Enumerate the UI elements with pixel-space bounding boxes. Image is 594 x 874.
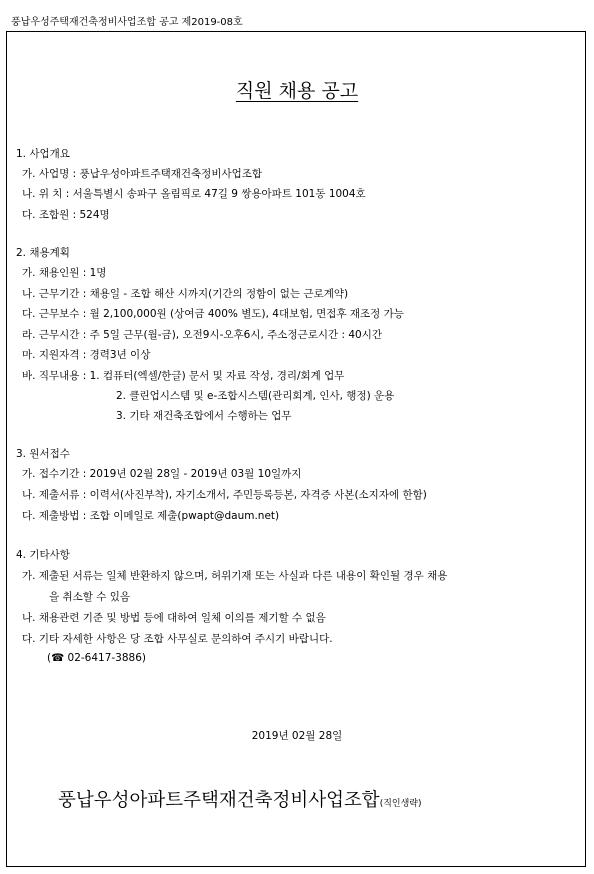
recruit-item-duties: 바. 직무내용 : 1. 컴퓨터(엑셀/한글) 문서 및 자료 작성, 경리/회계 업무 — [22, 370, 345, 382]
section-heading-recruitment: 2. 채용계획 — [16, 247, 70, 259]
recruit-item-salary: 다. 근무보수 : 월 2,100,000원 (상여금 400% 별도), 4대보험, 면접후 재조정 가능 — [22, 308, 404, 320]
overview-item-location: 나. 위 치 : 서울특별시 송파구 올림픽로 47길 9 쌍용아파트 101동 1004호 — [22, 188, 366, 200]
application-item-period: 가. 접수기간 : 2019년 02월 28일 - 2019년 03월 10일까지 — [22, 468, 302, 480]
application-item-method: 다. 제출방법 : 조합 이메일로 제출(pwapt@daum.net) — [22, 510, 280, 522]
section-heading-application: 3. 원서접수 — [16, 448, 70, 460]
recruit-item-qualification: 마. 지원자격 : 경력3년 이상 — [22, 349, 151, 361]
announcement-number: 풍납우성주택재건축정비사업조합 공고 제2019-08호 — [11, 17, 243, 28]
recruit-item-hours: 라. 근무시간 : 주 5일 근무(월-금), 오전9시-오후6시, 주소정근로시간 : 40시간 — [22, 329, 383, 341]
recruit-duty-2: 2. 클린업시스템 및 e-조합시스템(관리회계, 인사, 행정) 운용 — [116, 390, 395, 402]
organization-name: 풍납우성아파트주택재건축정비사업조합 — [58, 790, 380, 811]
announcement-date: 2019년 02월 28일 — [251, 730, 343, 742]
overview-item-name: 가. 사업명 : 풍납우성아파트주택재건축정비사업조합 — [22, 168, 263, 180]
recruit-item-period: 나. 근무기간 : 채용일 - 조합 해산 시까지(기간의 정함이 없는 근로계약) — [22, 288, 349, 300]
organization-signature — [58, 786, 422, 812]
recruit-item-headcount: 가. 채용인원 : 1명 — [22, 267, 107, 279]
application-item-documents: 나. 제출서류 : 이력서(사진부착), 자기소개서, 주민등록등본, 자격증 사본(소지자에 한함) — [22, 489, 427, 501]
contact-phone: (☎ 02-6417-3886) — [47, 652, 146, 664]
other-item-documents: 가. 제출된 서류는 일체 반환하지 않으며, 허위기재 또는 사실과 다른 내용이 확인될 경우 채용 — [22, 570, 448, 582]
other-item-inquiry: 다. 기타 자세한 사항은 당 조합 사무실로 문의하여 주시기 바랍니다. — [22, 633, 333, 645]
overview-item-members: 다. 조합원 : 524명 — [22, 209, 110, 221]
other-item-documents-cont: 을 취소할 수 있음 — [49, 591, 131, 603]
page-title: 직원 채용 공고 — [235, 80, 359, 102]
seal-omitted-note: (직인생략) — [379, 799, 422, 809]
section-heading-other: 4. 기타사항 — [16, 549, 70, 561]
section-heading-overview: 1. 사업개요 — [16, 148, 70, 160]
recruit-duty-3: 3. 기타 재건축조합에서 수행하는 업무 — [116, 410, 292, 422]
other-item-objection: 나. 채용관련 기준 및 방법 등에 대하여 일체 이의를 제기할 수 없음 — [22, 612, 326, 624]
